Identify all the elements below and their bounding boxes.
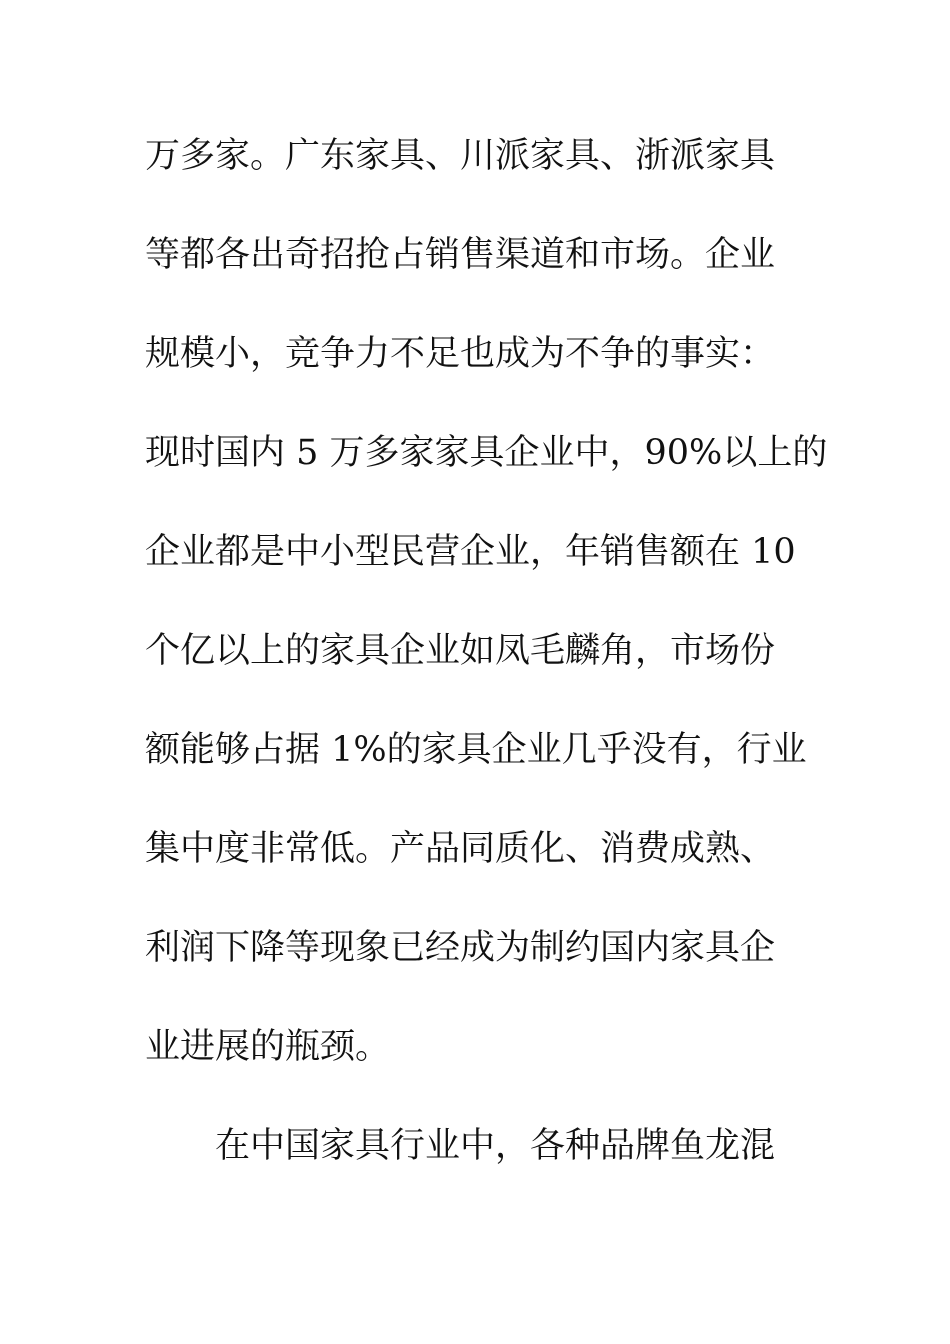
body-text <box>145 126 828 1215</box>
text-line-1: 万多家。广东家具、川派家具、浙派家具 <box>145 136 776 176</box>
text-line-5: 企业都是中小型民营企业，年销售额在 10 <box>145 532 796 572</box>
text-line-3: 规模小，竞争力不足也成为不争的事实： <box>145 334 776 374</box>
text-line-2: 等都各出奇招抢占销售渠道和市场。企业 <box>145 235 776 275</box>
text-line-8: 集中度非常低。产品同质化、消费成熟、 <box>145 829 776 869</box>
text-line-6: 个亿以上的家具企业如凤毛麟角，市场份 <box>145 631 776 671</box>
text-line-9: 利润下降等现象已经成为制约国内家具企 <box>145 928 776 968</box>
text-line-4: 现时国内 5 万多家家具企业中，90%以上的 <box>145 433 828 473</box>
paragraph-start-line: 在中国家具行业中，各种品牌鱼龙混 <box>215 1126 776 1166</box>
text-line-7: 额能够占据 1%的家具企业几乎没有，行业 <box>145 730 807 770</box>
text-line-10: 业进展的瓶颈。 <box>145 1027 391 1067</box>
